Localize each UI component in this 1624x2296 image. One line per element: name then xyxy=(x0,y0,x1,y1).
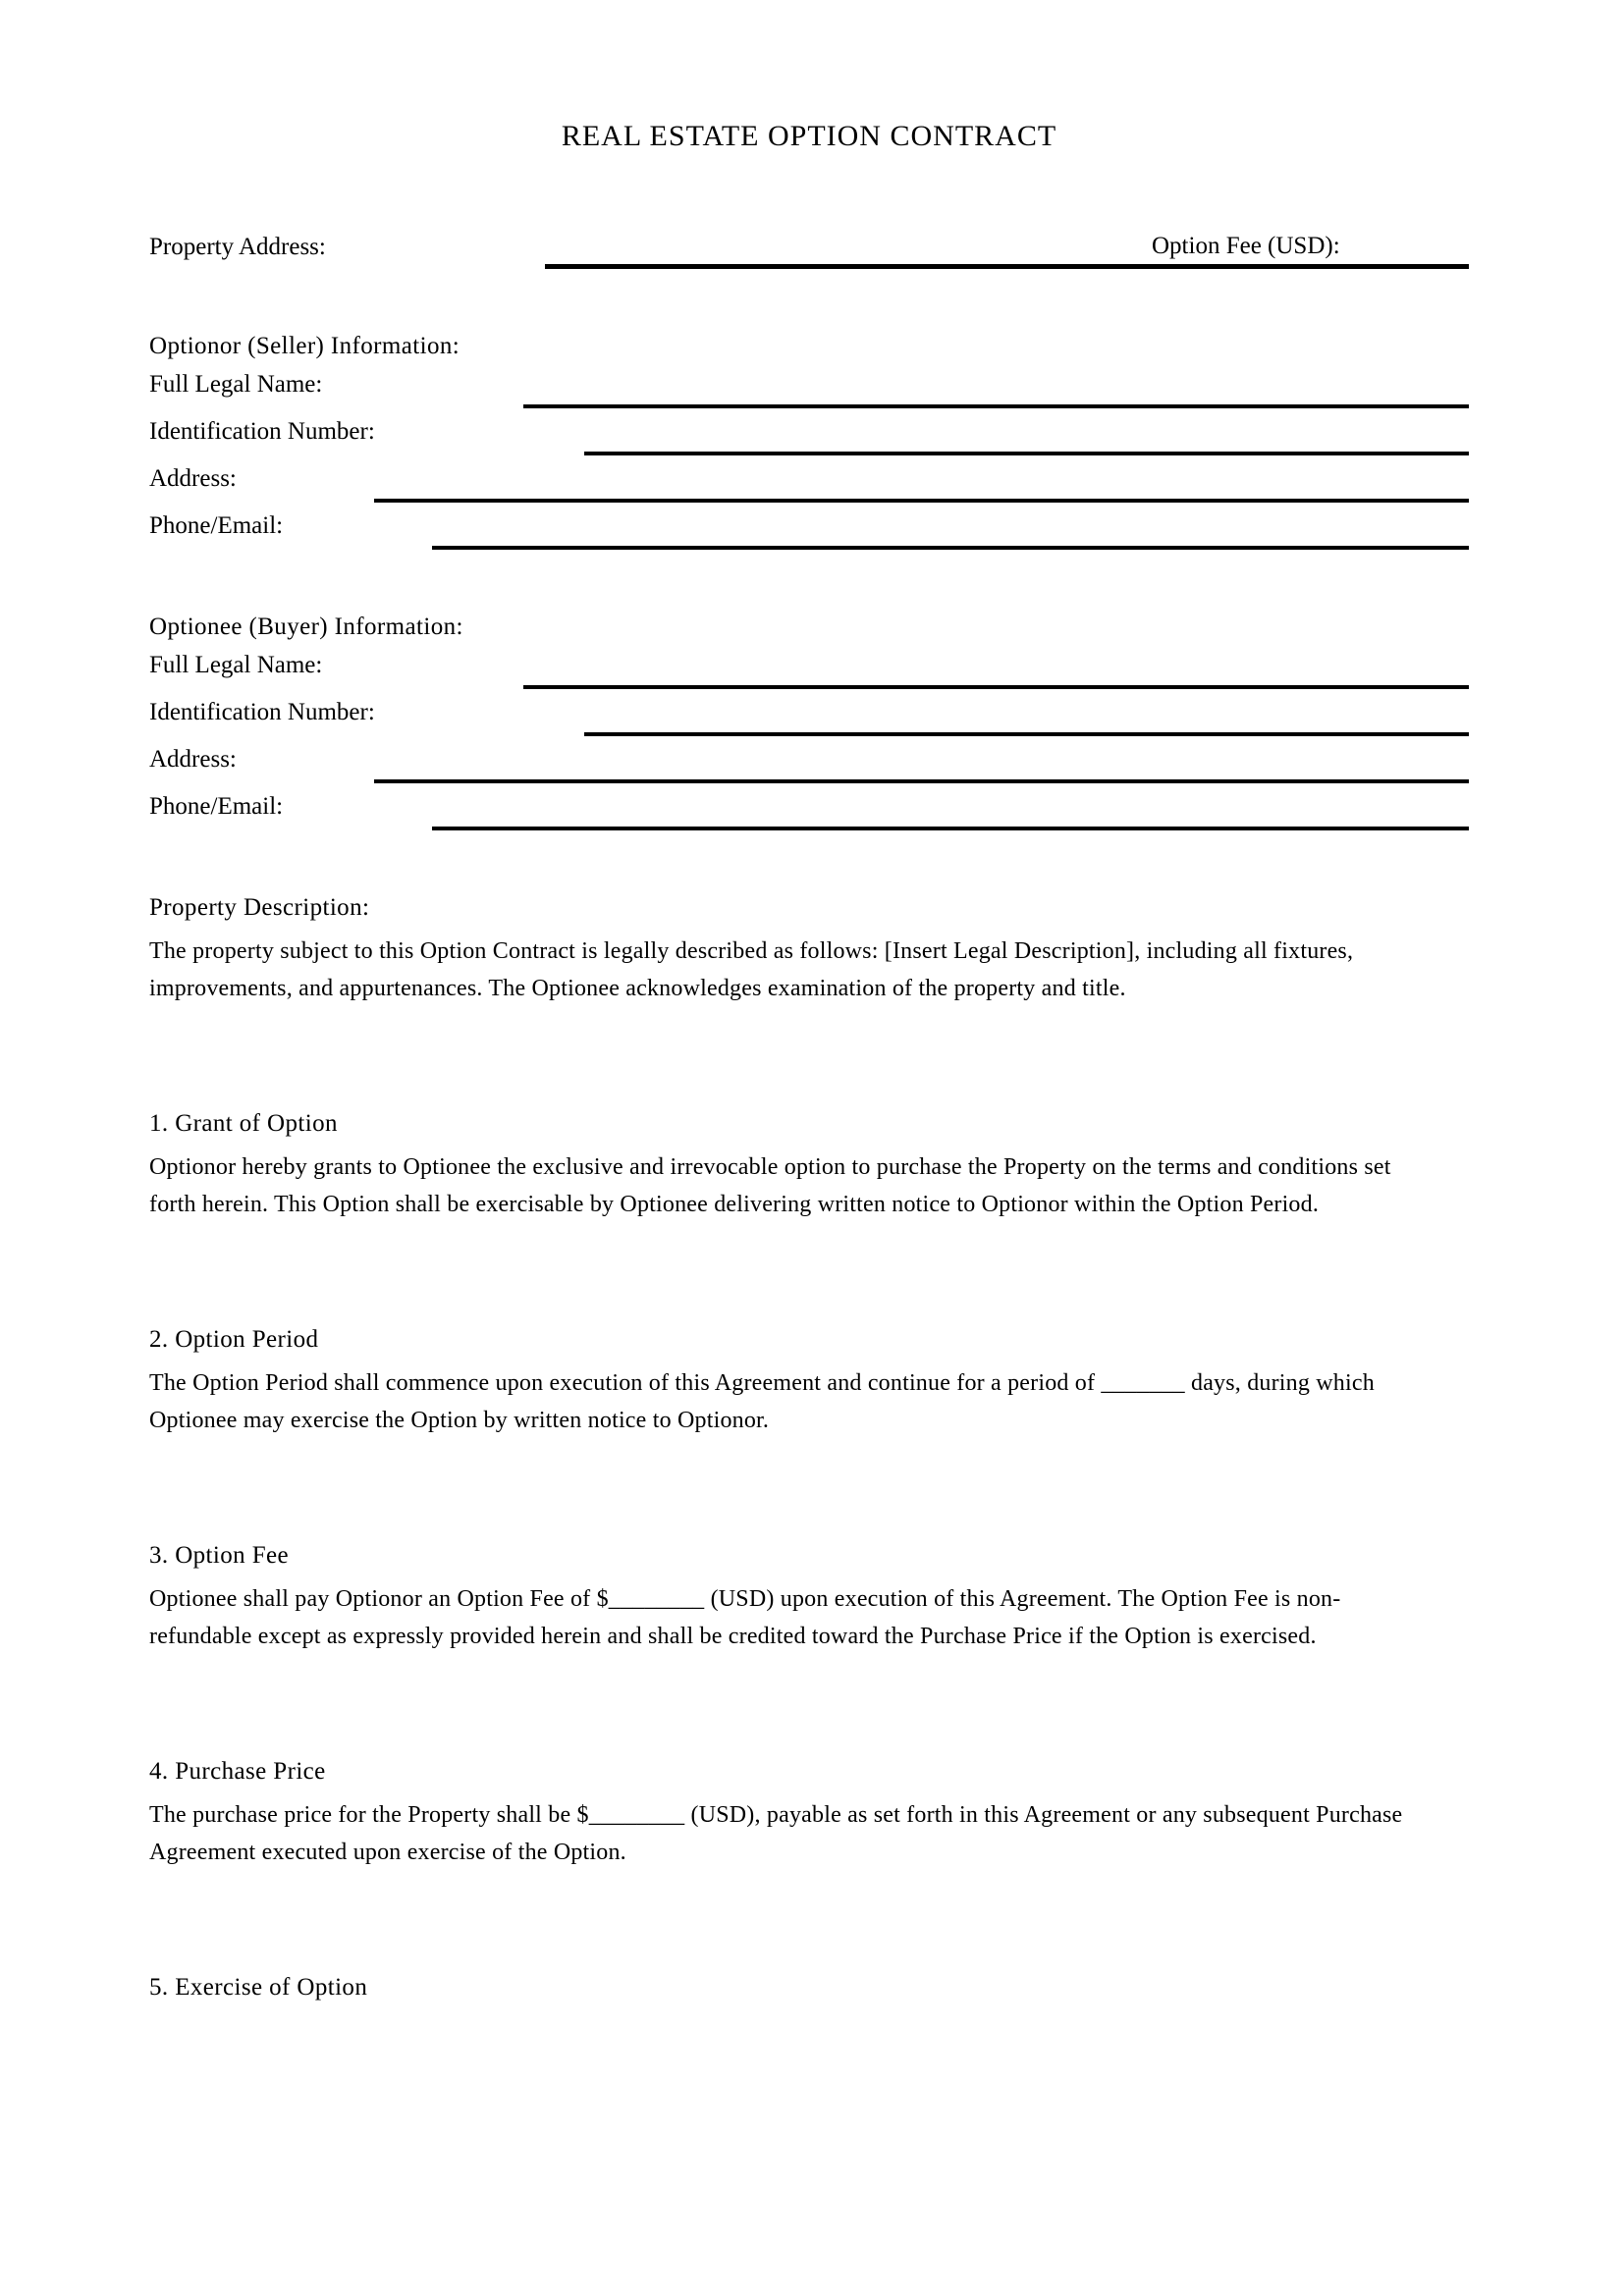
optionee-section-heading: Optionee (Buyer) Information: xyxy=(149,614,463,640)
optionee-identification-number-label: Identification Number: xyxy=(149,699,375,725)
optionee-address-label: Address: xyxy=(149,746,237,773)
optionee-full-legal-name-label: Full Legal Name: xyxy=(149,652,323,678)
optionor-phone-email-row xyxy=(149,503,1469,550)
optionee-address-row xyxy=(149,736,1469,783)
section-2-option-period-paragraph: The Option Period shall commence upon execution of this Agreement and continue for a period of _______ days, during which Optionee may exercise the Option by written notice to Optionor. xyxy=(149,1370,1375,1433)
optionor-full-legal-name-row xyxy=(149,361,1469,408)
optionee-phone-email-label: Phone/Email: xyxy=(149,793,284,820)
optionor-address-label: Address: xyxy=(149,465,237,492)
optionor-phone-email-blank-line xyxy=(432,546,1469,550)
option-fee-label: Option Fee (USD): xyxy=(1152,233,1340,259)
section-3-option-fee-paragraph: Optionee shall pay Optionor an Option Fee of $________ (USD) upon execution of this Agreement. The Option Fee is non-refundable except as expressly provided herein and shall be credited toward the Purchase Price if the Option is exercised. xyxy=(149,1586,1341,1649)
optionor-section-heading: Optionor (Seller) Information: xyxy=(149,333,460,359)
property-description-paragraph: The property subject to this Option Contract is legally described as follows: [Insert Legal Description], including all fixtures, improvements, and appurtenances. The Optionee acknowledges examination of the property and title. xyxy=(149,938,1354,1001)
optionor-address-row xyxy=(149,455,1469,503)
section-2-option-period-heading: 2. Option Period xyxy=(149,1326,319,1353)
section-1-grant-of-option-paragraph: Optionor hereby grants to Optionee the exclusive and irrevocable option to purchase the Property on the terms and conditions set forth herein. This Option shall be exercisable by Optionee delivering written notice to Optionor within the Option Period. xyxy=(149,1154,1391,1217)
optionor-identification-number-row xyxy=(149,408,1469,455)
optionor-full-legal-name-label: Full Legal Name: xyxy=(149,371,323,398)
document-title: REAL ESTATE OPTION CONTRACT xyxy=(561,120,1057,152)
section-3-option-fee-heading: 3. Option Fee xyxy=(149,1542,289,1569)
optionor-phone-email-label: Phone/Email: xyxy=(149,512,284,539)
section-4-purchase-price-heading: 4. Purchase Price xyxy=(149,1758,326,1785)
section-5-exercise-of-option-heading: 5. Exercise of Option xyxy=(149,1974,368,2001)
property-address-row xyxy=(149,224,1469,269)
property-address-label: Property Address: xyxy=(149,234,326,260)
section-4-purchase-price-paragraph: The purchase price for the Property shall be $________ (USD), payable as set forth in this Agreement or any subsequent Purchase Agreement executed upon exercise of the Option. xyxy=(149,1802,1403,1865)
optionor-identification-number-label: Identification Number: xyxy=(149,418,375,445)
optionee-phone-email-row xyxy=(149,783,1469,830)
property-description-heading: Property Description: xyxy=(149,894,370,921)
optionee-identification-number-row xyxy=(149,689,1469,736)
optionee-full-legal-name-row xyxy=(149,642,1469,689)
optionee-phone-email-blank-line xyxy=(432,827,1469,830)
property-address-blank-line xyxy=(545,264,1469,269)
section-1-grant-of-option-heading: 1. Grant of Option xyxy=(149,1110,338,1137)
